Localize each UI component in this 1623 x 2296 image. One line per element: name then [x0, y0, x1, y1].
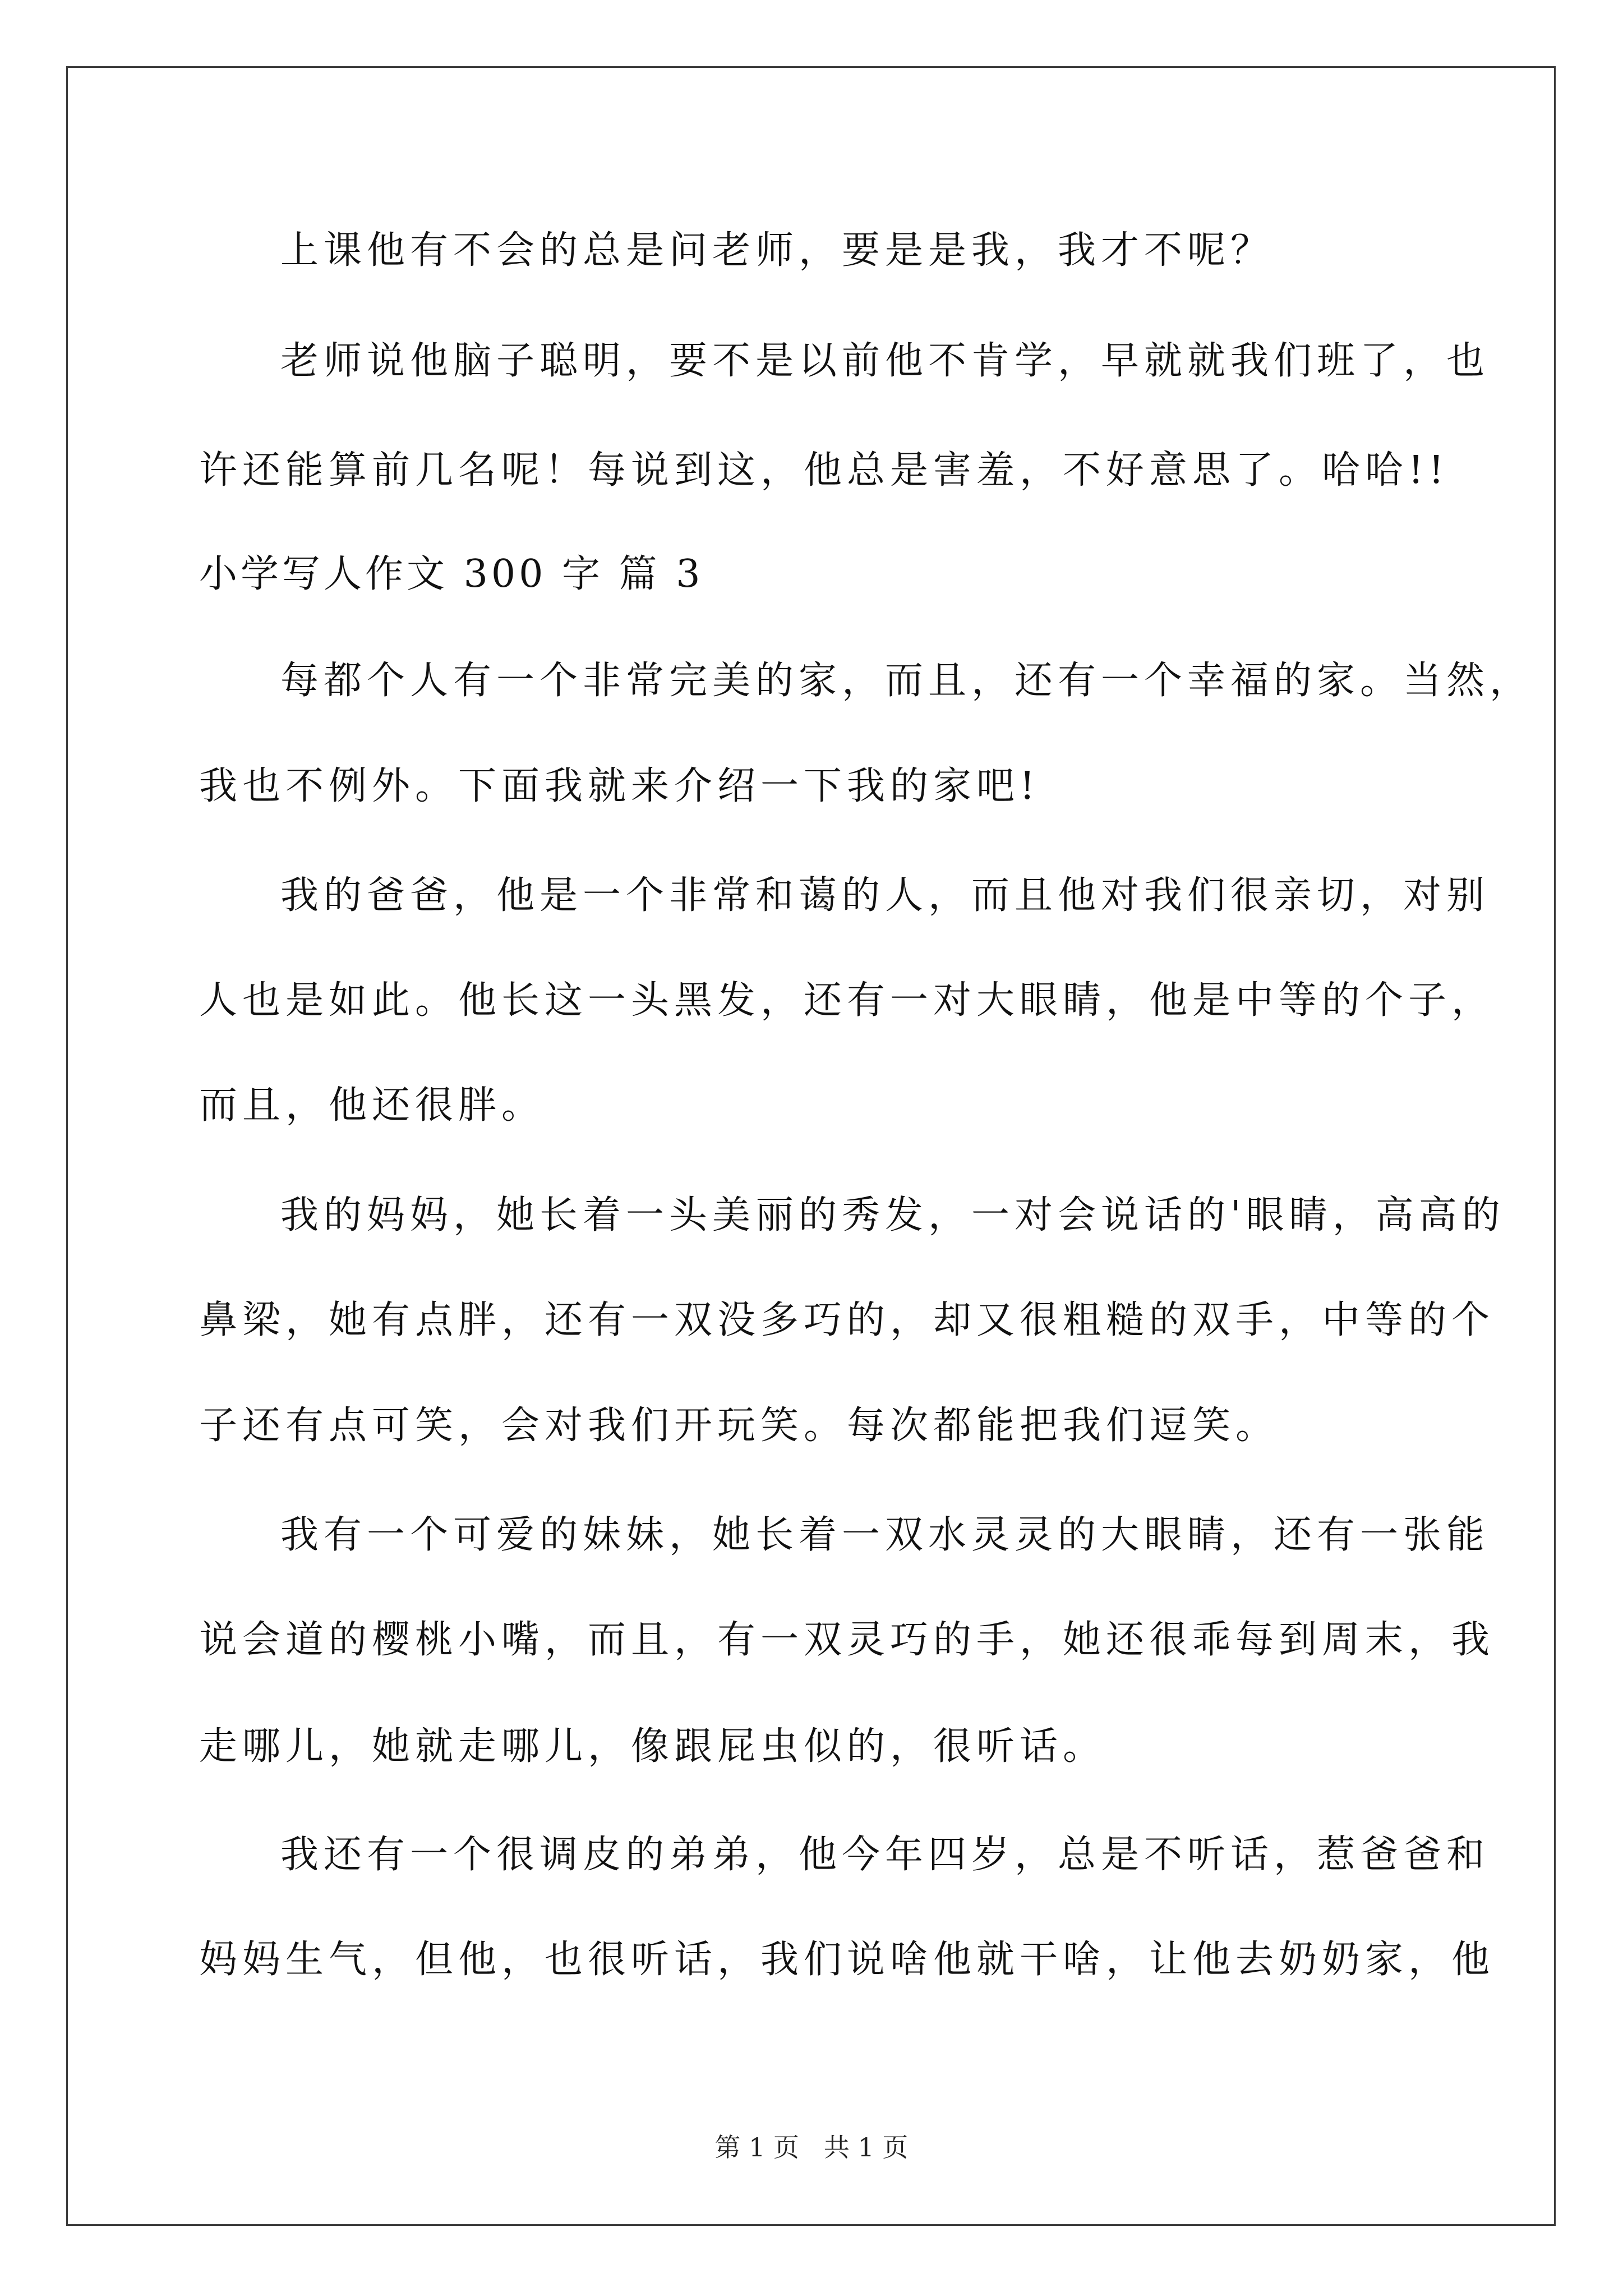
text-line: 子还有点可笑，会对我们开玩笑。每次都能把我们逗笑。 — [199, 1404, 1279, 1448]
section-heading: 小学写人作文 300 字 篇 3 — [199, 552, 704, 596]
text-line: 每都个人有一个非常完美的家，而且，还有一个幸福的家。当然， — [280, 659, 1533, 703]
page-border — [66, 66, 1556, 2226]
text-line: 我还有一个很调皮的弟弟，他今年四岁，总是不听话，惹爸爸和 — [280, 1833, 1490, 1877]
text-line: 我也不例外。下面我就来介绍一下我的家吧! — [199, 764, 1040, 808]
text-line: 而且，他还很胖。 — [199, 1083, 545, 1128]
text-line: 我的爸爸，他是一个非常和蔼的人，而且他对我们很亲切，对别 — [280, 873, 1490, 918]
text-line: 我有一个可爱的妹妹，她长着一双水灵灵的大眼睛，还有一张能 — [280, 1513, 1490, 1557]
text-line: 我的妈妈，她长着一头美丽的秀发，一对会说话的'眼睛，高高的 — [280, 1193, 1505, 1237]
text-line: 许还能算前几名呢！每说到这，他总是害羞，不好意思了。哈哈!! — [199, 448, 1449, 493]
text-line: 鼻梁，她有点胖，还有一双没多巧的，却又很粗糙的双手，中等的个 — [199, 1298, 1495, 1342]
text-line: 妈妈生气，但他，也很听话，我们说啥他就干啥，让他去奶奶家，他 — [199, 1938, 1495, 1982]
text-line: 上课他有不会的总是问老师，要是是我，我才不呢？ — [280, 228, 1274, 273]
page-number-footer: 第 1 页 共 1 页 — [714, 2132, 909, 2162]
text-line: 走哪儿，她就走哪儿，像跟屁虫似的，很听话。 — [199, 1724, 1106, 1769]
text-line: 老师说他脑子聪明，要不是以前他不肯学，早就就我们班了，也 — [280, 339, 1490, 383]
text-line: 说会道的樱桃小嘴，而且，有一双灵巧的手，她还很乖每到周末，我 — [199, 1618, 1495, 1662]
text-line: 人也是如此。他长这一头黑发，还有一对大眼睛，他是中等的个子， — [199, 978, 1495, 1023]
